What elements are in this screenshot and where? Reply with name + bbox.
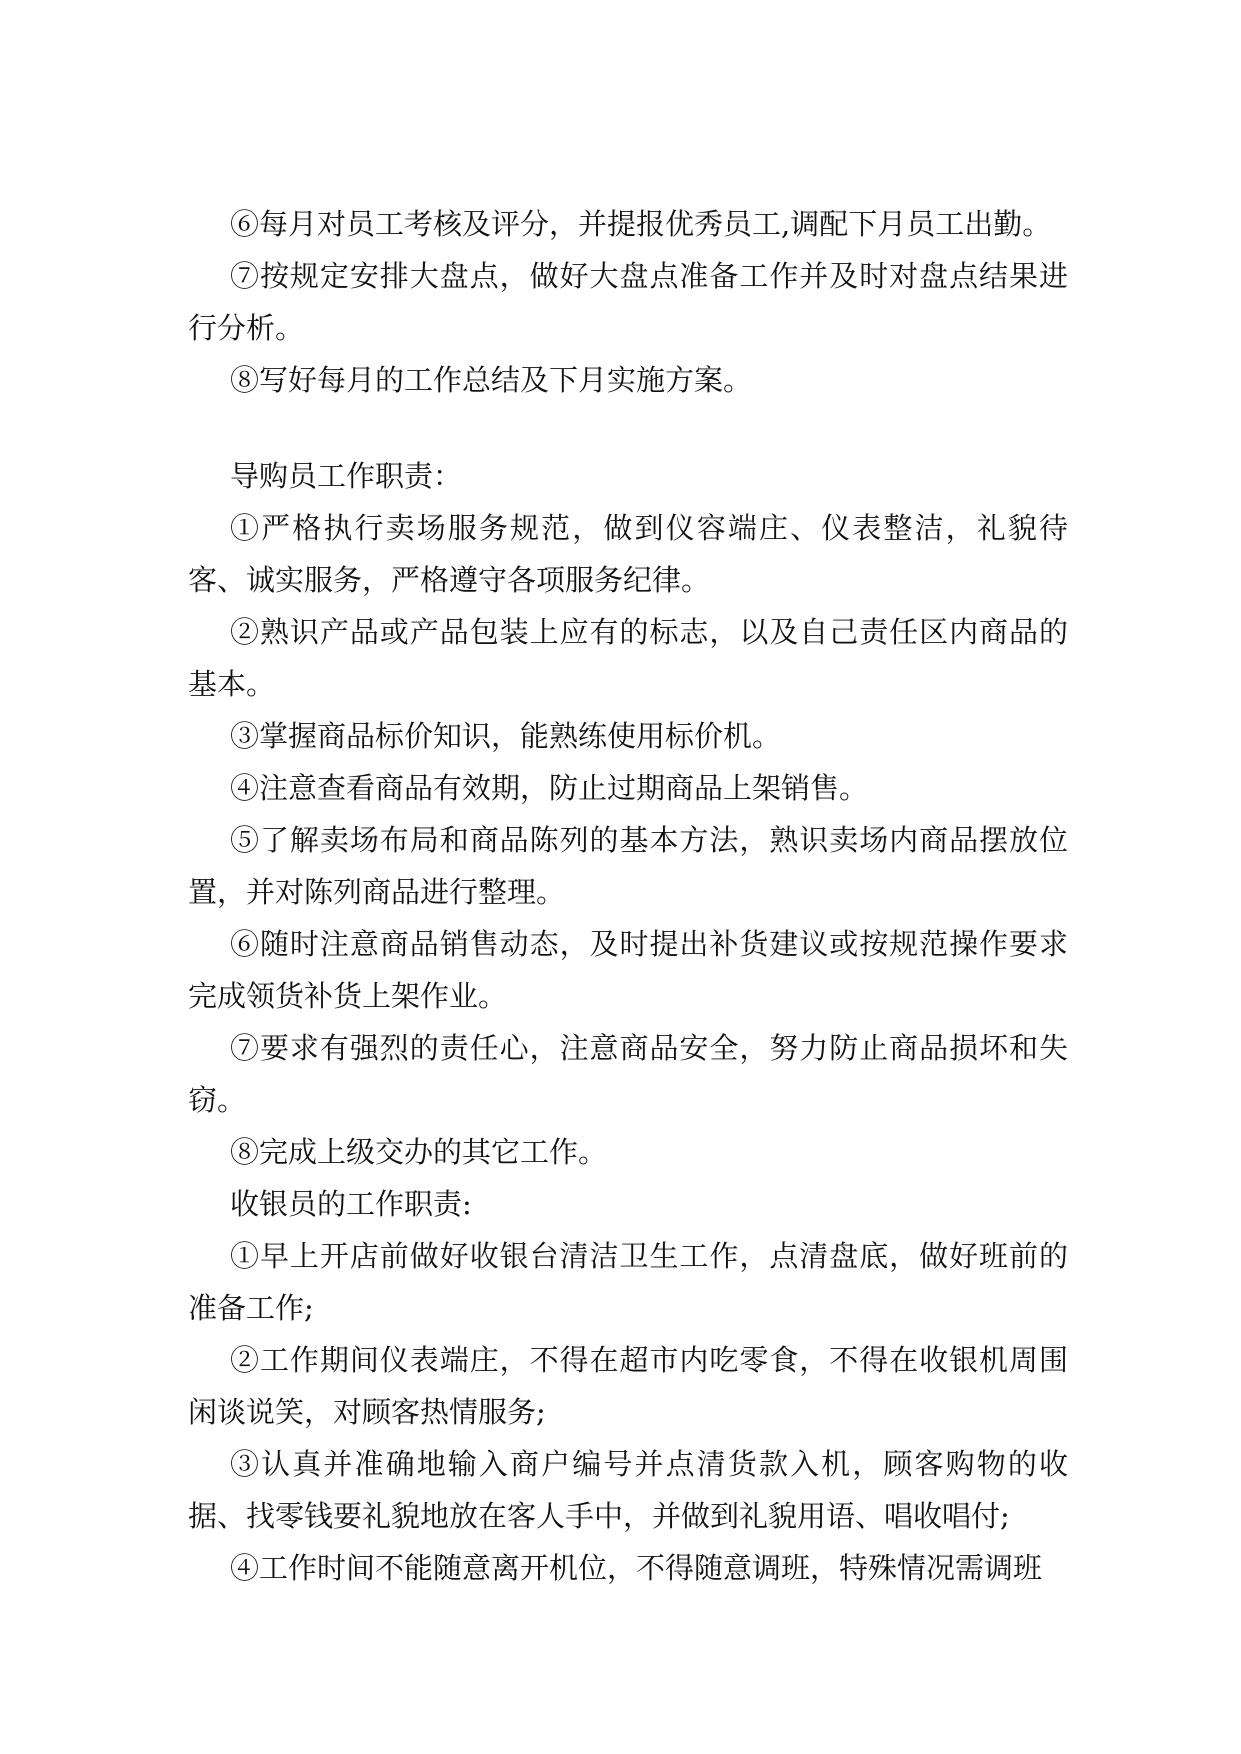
shopping-guide-item-1: ①严格执行卖场服务规范，做到仪容端庄、仪表整洁，礼貌待客、诚实服务，严格遵守各项服务纪律。 <box>188 511 1068 597</box>
paragraph-item-7: ⑦按规定安排大盘点，做好大盘点准备工作并及时对盘点结果进行分析。 <box>188 259 1068 345</box>
shopping-guide-item-4: ④注意查看商品有效期，防止过期商品上架销售。 <box>230 771 869 805</box>
shopping-guide-item-5: ⑤了解卖场布局和商品陈列的基本方法，熟识卖场内商品摆放位置，并对陈列商品进行整理。 <box>188 823 1068 909</box>
shopping-guide-item-8: ⑧完成上级交办的其它工作。 <box>230 1135 608 1169</box>
shopping-guide-item-3: ③掌握商品标价知识，能熟练使用标价机。 <box>230 719 782 753</box>
shopping-guide-item-7: ⑦要求有强烈的责任心，注意商品安全，努力防止商品损坏和失窃。 <box>188 1031 1068 1117</box>
cashier-item-1: ①早上开店前做好收银台清洁卫生工作，点清盘底，做好班前的准备工作; <box>188 1239 1068 1325</box>
cashier-item-2: ②工作期间仪表端庄，不得在超市内吃零食，不得在收银机周围闲谈说笑，对顾客热情服务; <box>188 1343 1068 1429</box>
cashier-item-3: ③认真并准确地输入商户编号并点清货款入机，顾客购物的收据、找零钱要礼貌地放在客人手中，并做到礼貌用语、唱收唱付; <box>188 1447 1068 1533</box>
paragraph-item-8: ⑧写好每月的工作总结及下月实施方案。 <box>230 363 753 397</box>
section-spacer <box>188 406 1068 450</box>
paragraph-item-6: ⑥每月对员工考核及评分，并提报优秀员工,调配下月员工出勤。 <box>230 207 1052 241</box>
shopping-guide-item-6: ⑥随时注意商品销售动态，及时提出补货建议或按规范操作要求完成领货补货上架作业。 <box>188 927 1068 1013</box>
cashier-item-4: ④工作时间不能随意离开机位，不得随意调班，特殊情况需调班 <box>230 1551 1043 1585</box>
document-body <box>188 198 1068 1594</box>
section-heading-cashier: 收银员的工作职责: <box>230 1187 472 1221</box>
shopping-guide-item-2: ②熟识产品或产品包装上应有的标志，以及自己责任区内商品的基本。 <box>188 615 1068 701</box>
section-heading-shopping-guide: 导购员工作职责： <box>230 459 463 493</box>
